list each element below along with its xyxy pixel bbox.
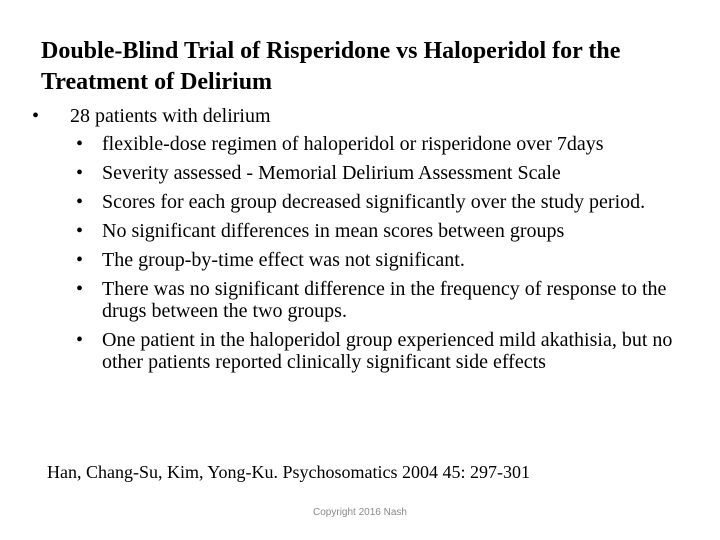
bullet-marker: • <box>76 249 84 271</box>
slide-title: Double-Blind Trial of Risperidone vs Haloperidol for the Treatment of Delirium <box>41 38 621 95</box>
sub-bullet <box>76 220 676 242</box>
citation: Han, Chang-Su, Kim, Yong-Ku. Psychosomatics 2004 45: 297-301 <box>47 462 531 482</box>
sub-bullet-text: flexible-dose regimen of haloperidol or risperidone over 7days <box>102 133 604 155</box>
bullet-marker: • <box>76 191 84 213</box>
sub-bullet-text: The group-by-time effect was not significant. <box>102 249 465 271</box>
sub-bullet <box>76 329 676 373</box>
sub-bullet <box>76 278 676 322</box>
sub-bullet-text: Scores for each group decreased significantly over the study period. <box>102 191 646 213</box>
bullet-marker: • <box>76 162 84 184</box>
main-bullet-text: 28 patients with delirium <box>70 105 271 127</box>
sub-bullet-text: One patient in the haloperidol group experienced mild akathisia, but no other patients reported clinically significant side effects <box>102 329 673 373</box>
sub-bullet <box>76 162 676 184</box>
copyright-footer: Copyright 2016 Nash <box>313 507 407 518</box>
sub-bullet <box>76 249 676 271</box>
sub-bullet-list <box>76 133 676 380</box>
bullet-marker: • <box>76 278 84 300</box>
bullet-marker: • <box>76 133 84 155</box>
bullet-marker: • <box>76 220 84 242</box>
sub-bullet-text: There was no significant difference in the frequency of response to the drugs between the two groups. <box>102 278 667 322</box>
sub-bullet-text: Severity assessed - Memorial Delirium Assessment Scale <box>102 162 561 184</box>
bullet-marker: • <box>32 105 40 127</box>
sub-bullet-text: No significant differences in mean scores between groups <box>102 220 565 242</box>
bullet-marker: • <box>76 329 84 351</box>
main-bullet <box>32 105 692 128</box>
sub-bullet <box>76 191 676 213</box>
sub-bullet <box>76 133 676 155</box>
